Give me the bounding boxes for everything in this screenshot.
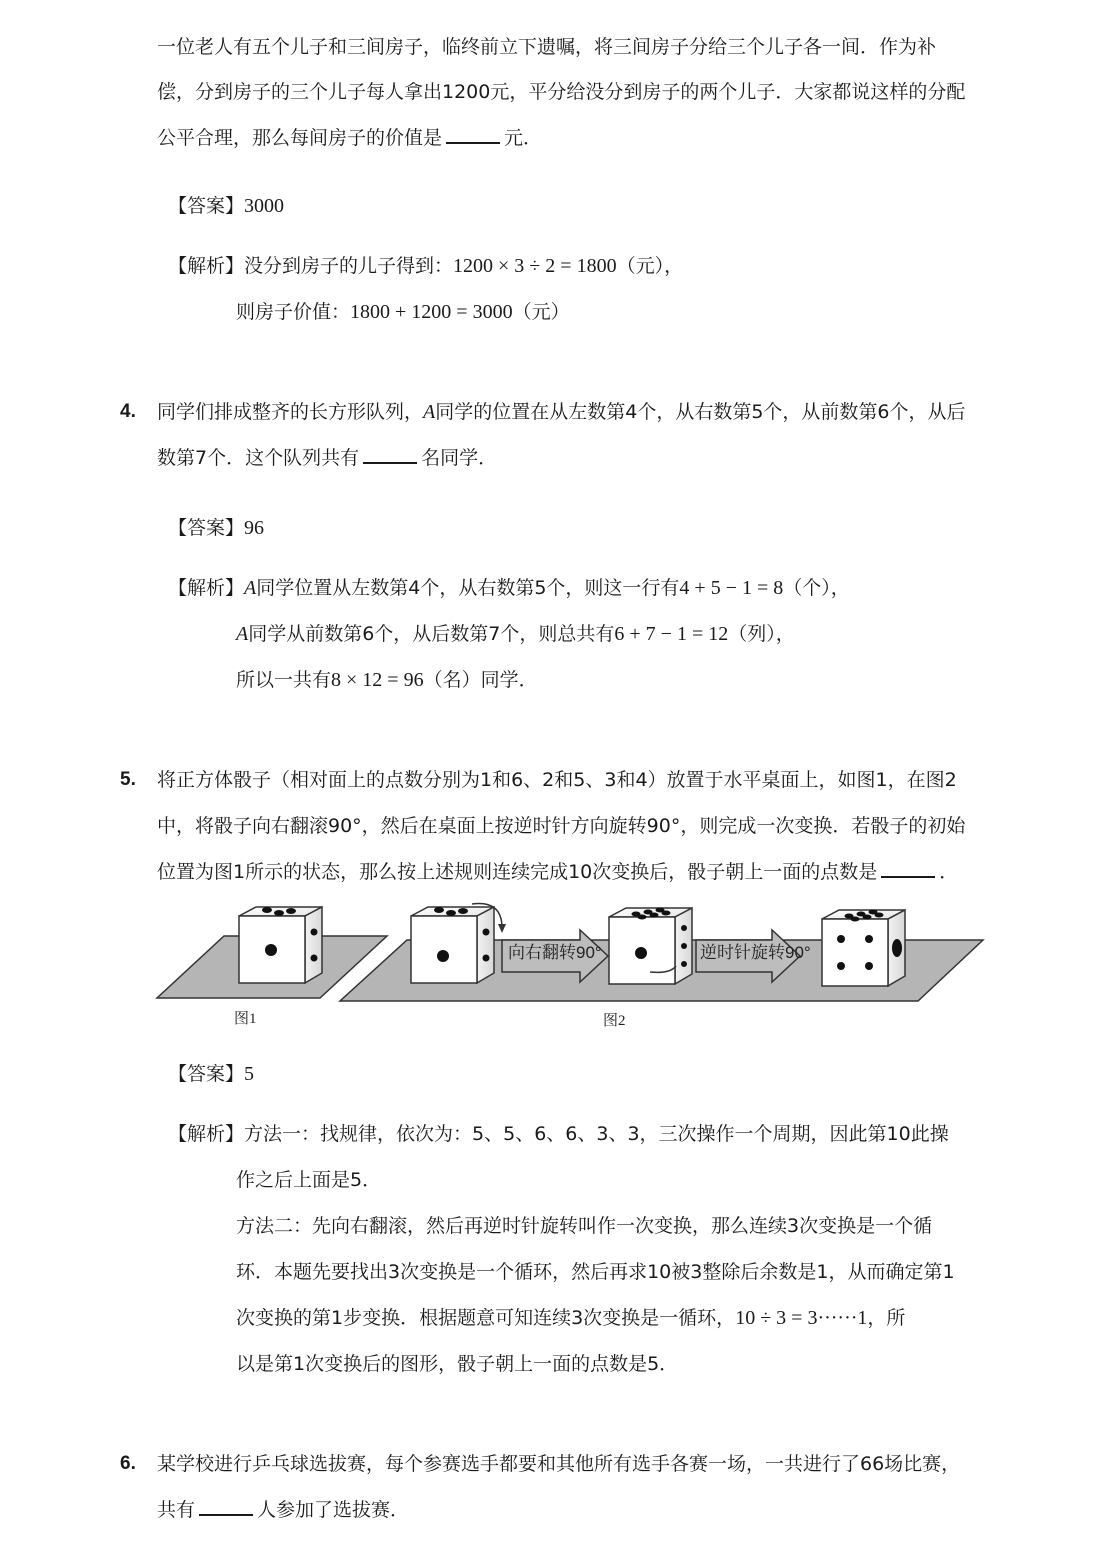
q5-analysis-line1 (168, 1121, 949, 1147)
q4-var-a: A (423, 401, 436, 423)
q4-analysis-text1: 同学位置从左数第4个，从右数第5个，则这一行有 (256, 577, 680, 599)
q4-analysis-post3: （名）同学． (423, 669, 538, 691)
q3-analysis-line2 (236, 299, 570, 325)
q3-analysis-math1: 1200 × 3 ÷ 2 = 1800 (453, 255, 617, 277)
q4-answer-value: 96 (244, 517, 265, 539)
q4-analysis-text2: 同学从前数第6个，从后数第7个，则总共有 (248, 623, 615, 645)
q5-answer (168, 1061, 254, 1087)
q4-number: 4. (120, 401, 136, 422)
q5-analysis-tag: 【解析】 (168, 1123, 245, 1145)
q6-text-line2-pre: 共有 (157, 1499, 196, 1521)
q6-answer-blank (199, 1496, 253, 1516)
q5-text-line3-pre: 位置为图1所示的状态，那么按上述规则连续完成10次变换后，骰子朝上一面的点数是 (157, 861, 878, 883)
q3-text-line2: 偿，分到房子的三个儿子每人拿出1200元，平分给没分到房子的两个儿子．大家都说这样的分配 (157, 81, 966, 103)
q3-analysis-line1 (168, 253, 683, 279)
arrow-roll-right-label: 向右翻转90° (508, 943, 602, 962)
q5-answer-tag: 【答案】 (168, 1063, 245, 1085)
q6-text-line1: 某学校进行乒乓球选拔赛，每个参赛选手都要和其他所有选手各赛一场，一共进行了66场比赛， (157, 1453, 961, 1475)
die-1 (239, 907, 322, 983)
dice-figure (150, 898, 990, 1038)
q5-method2-line4: 以是第1次变换后的图形，骰子朝上一面的点数是5． (236, 1353, 679, 1375)
q4-answer-tag: 【答案】 (168, 517, 245, 539)
q5-method2-line3-post: ，所 (867, 1307, 906, 1329)
q6-text-line2-post: 人参加了选拔赛． (257, 1499, 410, 1521)
q3-answer (168, 193, 284, 219)
q4-analysis-var2: A (236, 623, 249, 645)
q5-text-line3-post: ． (939, 861, 959, 883)
q6-text-line2 (157, 1496, 409, 1523)
q5-text-line2: 中，将骰子向右翻滚90°，然后在桌面上按逆时针方向旋转90°，则完成一次变换．若骰子的初始 (157, 815, 966, 837)
die-4 (822, 910, 905, 987)
die-3 (609, 908, 692, 985)
q4-analysis-line2 (236, 621, 795, 647)
q4-analysis-math1: 4 + 5 − 1 = 8 (679, 577, 784, 599)
q5-answer-value: 5 (244, 1063, 255, 1085)
q5-text-line3 (157, 858, 958, 885)
q4-text-line1-post: 同学的位置在从左数第4个，从右数第5个，从前数第6个，从后 (435, 401, 966, 423)
q3-text-line3-pre: 公平合理，那么每间房子的价值是 (157, 127, 443, 149)
q4-analysis-post2: （列）， (728, 623, 795, 645)
q4-answer (168, 515, 264, 541)
q5-answer-blank (881, 858, 935, 878)
q4-analysis-line1 (168, 575, 850, 601)
q3-answer-tag: 【答案】 (168, 195, 245, 217)
q4-text-line1 (157, 399, 966, 425)
q4-text-line2-post: 名同学． (421, 447, 498, 469)
q4-analysis-var1: A (244, 577, 257, 599)
q3-answer-value: 3000 (244, 195, 285, 217)
q3-analysis-text1: 没分到房子的儿子得到： (244, 255, 454, 277)
q4-answer-blank (363, 444, 417, 464)
q5-method2-line3-pre: 次变换的第1步变换．根据题意可知连续3次变换是一循环， (236, 1307, 736, 1329)
q6-number: 6. (120, 1453, 136, 1474)
q5-text-line1: 将正方体骰子（相对面上的点数分别为1和6、2和5、3和4）放置于水平桌面上，如图1，在图2 (157, 769, 957, 791)
q4-analysis-tag: 【解析】 (168, 577, 245, 599)
figure-caption-1: 图1 (234, 1011, 257, 1027)
q4-text-line2-pre: 数第7个．这个队列共有 (157, 447, 360, 469)
q4-analysis-math2: 6 + 7 − 1 = 12 (614, 623, 729, 645)
q5-method2-line3 (236, 1305, 905, 1331)
arrow-rotate-ccw-label: 逆时针旋转90° (700, 943, 811, 962)
q4-analysis-math3: 8 × 12 = 96 (331, 669, 424, 691)
q3-analysis-post1: （元）， (616, 255, 684, 277)
q4-analysis-line3 (236, 667, 538, 693)
q5-method1-line1: 方法一：找规律，依次为：5、5、6、6、3、3，三次操作一个周期，因此第10此操 (244, 1123, 949, 1145)
q4-analysis-text3: 所以一共有 (236, 669, 332, 691)
q3-text-line3 (157, 124, 542, 151)
q3-text-line1: 一位老人有五个儿子和三间房子，临终前立下遗嘱，将三间房子分给三个儿子各一间．作为补 (157, 36, 937, 58)
q5-method2-line2: 环．本题先要找出3次变换是一个循环，然后再求10被3整除后余数是1，从而确定第1 (236, 1261, 955, 1283)
q3-answer-blank (446, 124, 500, 144)
q5-method1-line2: 作之后上面是5． (236, 1169, 382, 1191)
q4-analysis-post1: （个）， (783, 577, 850, 599)
q4-text-line1-pre: 同学们排成整齐的长方形队列， (157, 401, 424, 423)
q4-text-line2 (157, 444, 497, 471)
q5-number: 5. (120, 769, 136, 790)
q5-method2-math: 10 ÷ 3 = 3······1 (735, 1307, 868, 1329)
q3-analysis-tag: 【解析】 (168, 255, 245, 277)
q3-analysis-post2: （元） (512, 301, 570, 323)
figure-caption-2: 图2 (603, 1013, 626, 1029)
q5-method2-line1: 方法二：先向右翻滚，然后再逆时针旋转叫作一次变换，那么连续3次变换是一个循 (236, 1215, 933, 1237)
q3-analysis-math2: 1800 + 1200 = 3000 (350, 301, 513, 323)
die-2 (411, 904, 506, 984)
q3-analysis-text2: 则房子价值： (236, 301, 351, 323)
q3-text-line3-post: 元． (504, 127, 543, 149)
